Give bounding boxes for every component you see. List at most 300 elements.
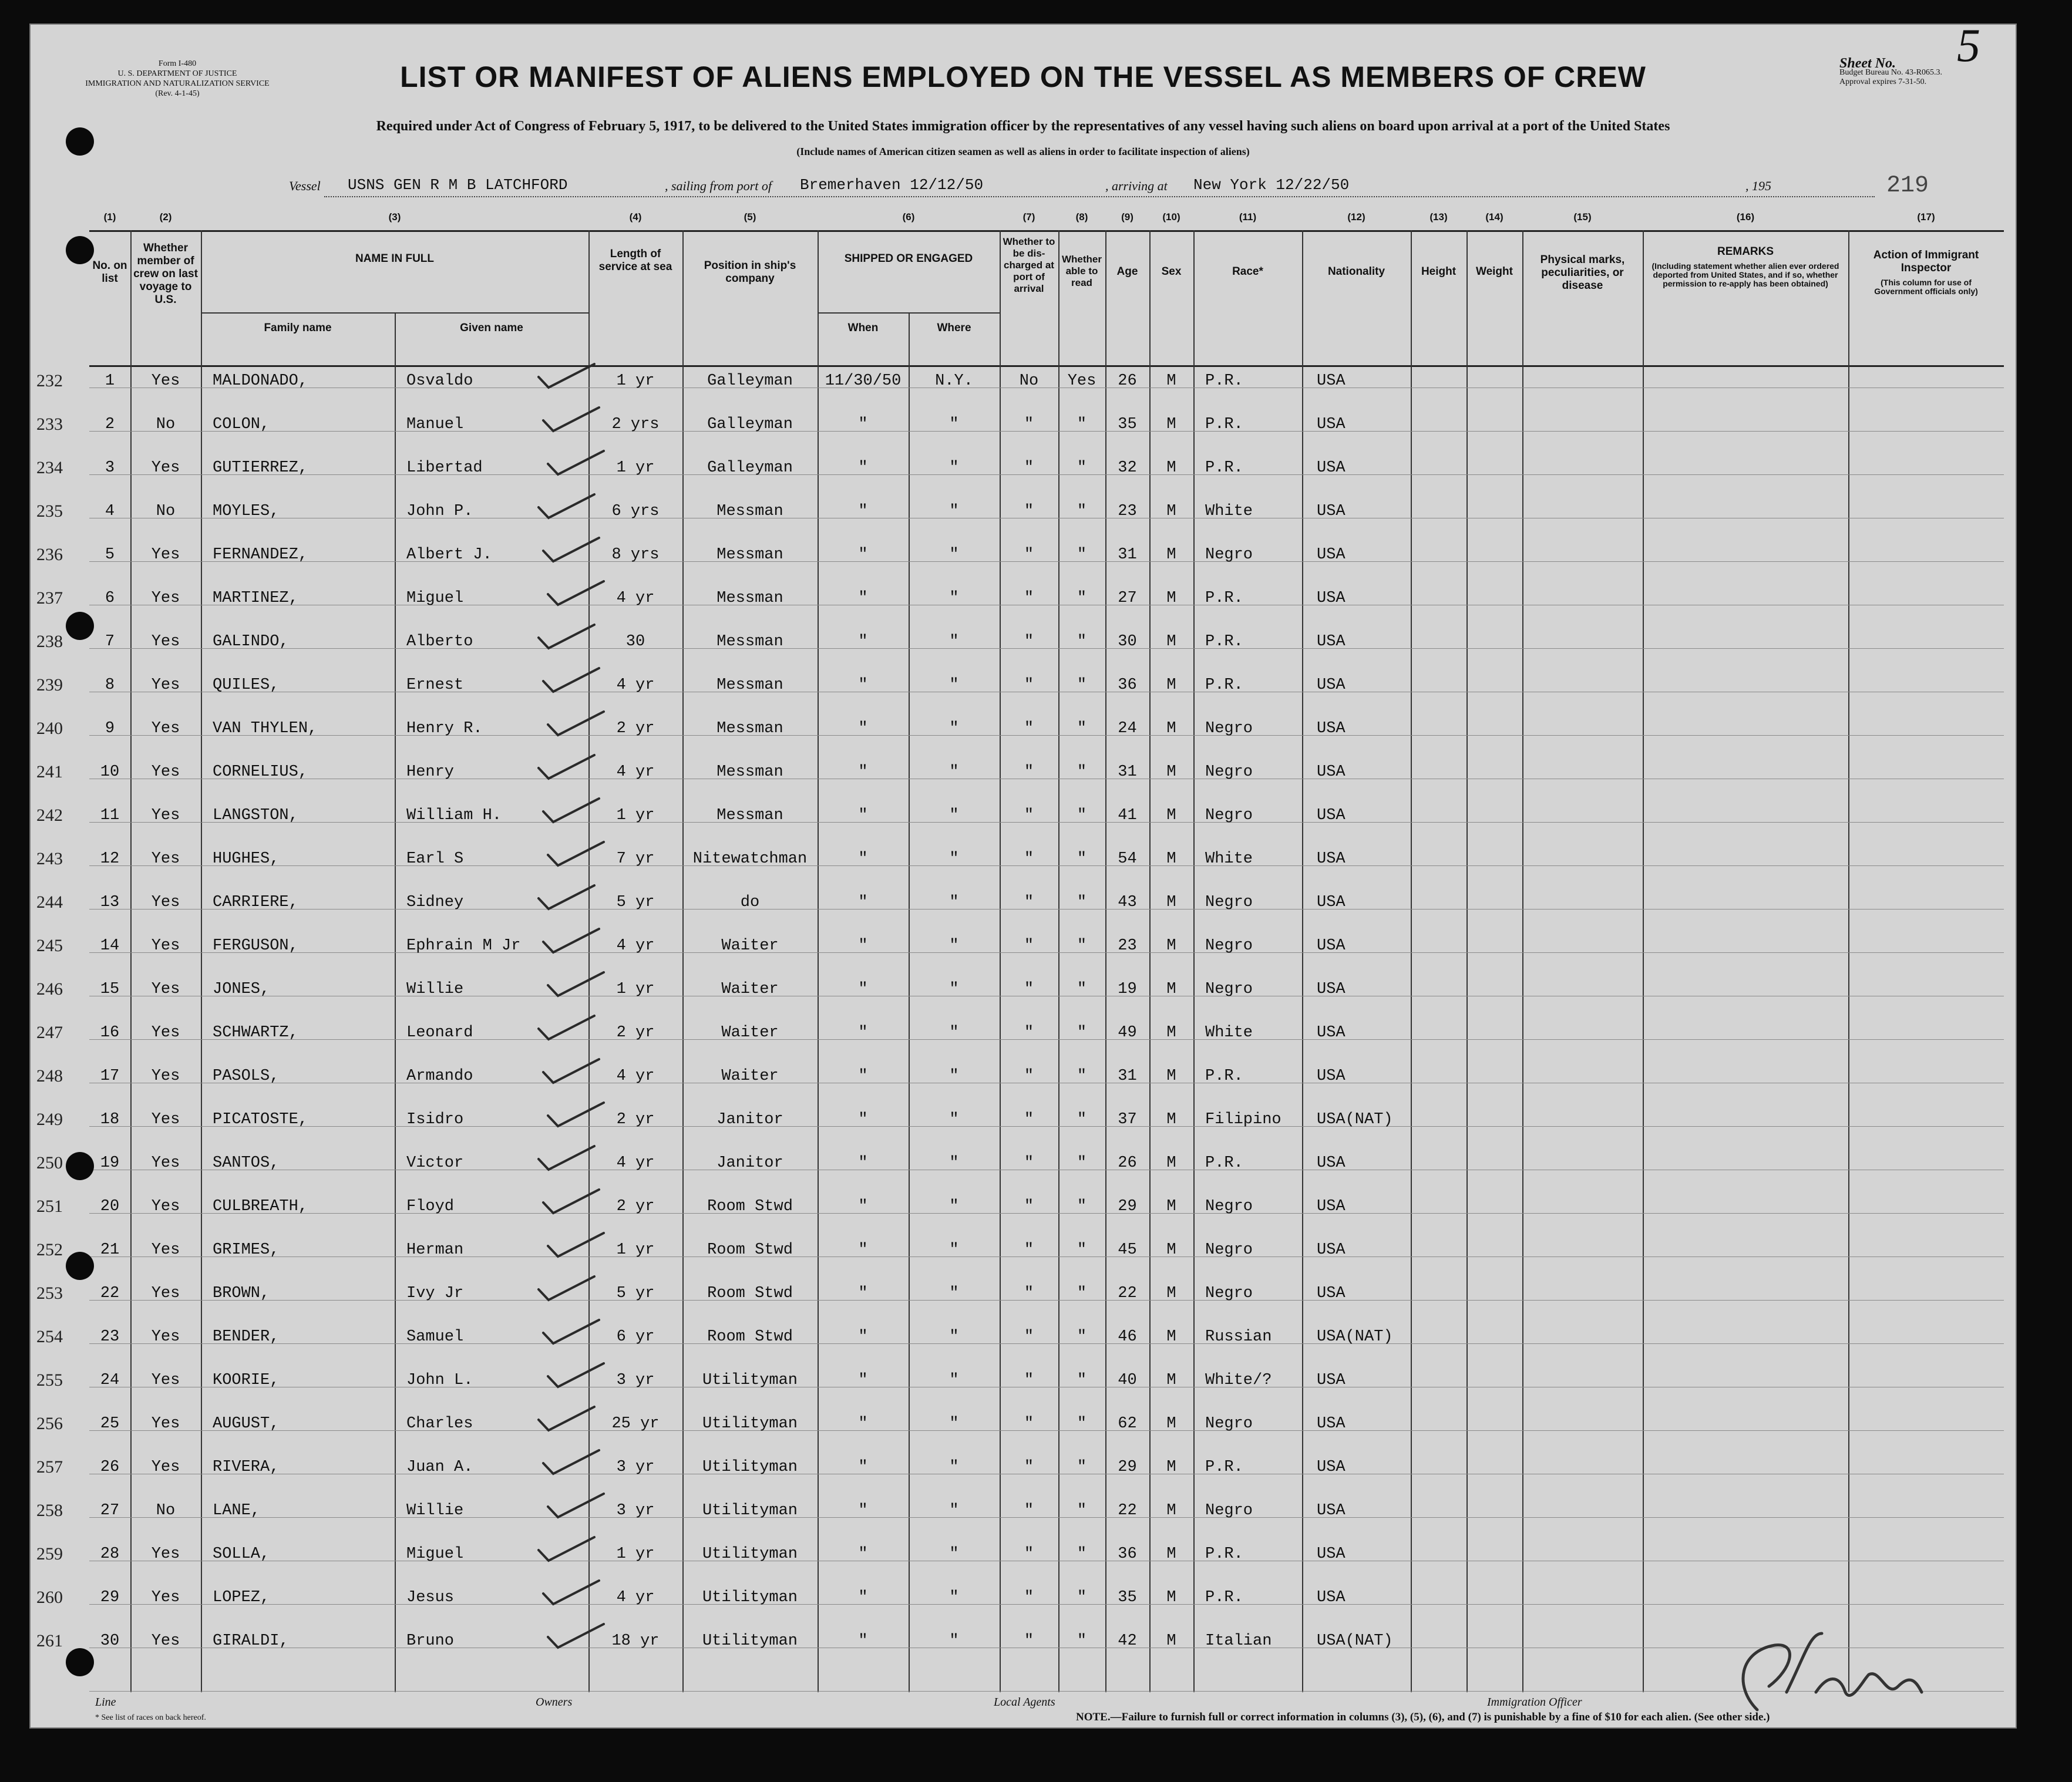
row-number: 3 xyxy=(105,459,115,477)
row-shipped-when: " xyxy=(858,503,868,520)
row-nationality: USA xyxy=(1317,1502,1346,1520)
row-able-read: " xyxy=(1077,633,1087,651)
row-able-read: " xyxy=(1077,1502,1087,1520)
row-given-name: Jesus xyxy=(406,1589,455,1606)
row-sequence-number: 233 xyxy=(36,415,63,434)
row-shipped-where: " xyxy=(949,850,959,868)
row-sex: M xyxy=(1166,1241,1176,1259)
row-race: Negro xyxy=(1205,1415,1253,1433)
row-last-voyage: Yes xyxy=(151,459,180,477)
row-given-name: Henry xyxy=(406,763,455,781)
row-age: 31 xyxy=(1118,1067,1137,1085)
row-given-name: Willie xyxy=(406,981,464,998)
row-shipped-where: " xyxy=(949,937,959,955)
row-number: 12 xyxy=(100,850,120,868)
row-position: Messman xyxy=(717,676,783,694)
row-discharged: " xyxy=(1024,1285,1034,1302)
row-nationality: USA xyxy=(1317,633,1346,651)
row-service: 4 yr xyxy=(616,937,655,955)
row-family-name: LOPEZ, xyxy=(213,1589,270,1606)
row-shipped-where: " xyxy=(949,1328,959,1346)
form-number: Form I-480 xyxy=(158,59,197,68)
row-discharged: " xyxy=(1024,807,1034,824)
col-num-17: (17) xyxy=(1917,211,1935,223)
row-able-read: " xyxy=(1077,1154,1087,1172)
col-num-1: (1) xyxy=(103,211,116,223)
sailing-port: Bremerhaven 12/12/50 xyxy=(800,176,984,194)
row-number: 25 xyxy=(100,1415,120,1433)
row-number: 7 xyxy=(105,633,115,651)
row-position: do xyxy=(740,894,760,911)
row-position: Waiter xyxy=(721,937,779,955)
row-service: 1 yr xyxy=(616,1241,655,1259)
row-family-name: RIVERA, xyxy=(213,1458,280,1476)
row-nationality: USA xyxy=(1317,1024,1346,1042)
row-sequence-number: 251 xyxy=(36,1197,63,1216)
col-num-13: (13) xyxy=(1429,211,1448,223)
row-able-read: " xyxy=(1077,763,1087,781)
row-family-name: GIRALDI, xyxy=(213,1632,289,1650)
footer-owners-label: Owners xyxy=(536,1696,573,1709)
row-number: 13 xyxy=(100,894,120,911)
row-shipped-where: " xyxy=(949,633,959,651)
row-discharged: " xyxy=(1024,1372,1034,1389)
row-number: 14 xyxy=(100,937,120,955)
row-number: 15 xyxy=(100,981,120,998)
row-able-read: " xyxy=(1077,1328,1087,1346)
row-sex: M xyxy=(1166,1415,1176,1433)
row-sequence-number: 247 xyxy=(36,1023,63,1042)
col-num-11: (11) xyxy=(1239,211,1257,223)
row-shipped-when: " xyxy=(858,1372,868,1389)
row-age: 54 xyxy=(1118,850,1137,868)
row-sequence-number: 240 xyxy=(36,719,63,738)
approval-expires: Approval expires 7-31-50. xyxy=(1839,78,1927,86)
col-head-able-read: Whether able to read xyxy=(1062,254,1102,288)
row-shipped-when: " xyxy=(858,1198,868,1215)
row-shipped-when: " xyxy=(858,1241,868,1259)
row-able-read: " xyxy=(1077,1372,1087,1389)
row-position: Messman xyxy=(717,546,783,564)
row-position: Janitor xyxy=(717,1154,783,1172)
row-given-name: Miguel xyxy=(406,1545,464,1563)
row-shipped-where: " xyxy=(949,1067,959,1085)
row-given-name: Ephrain M Jr xyxy=(406,937,521,955)
row-age: 23 xyxy=(1118,937,1137,955)
row-discharged: " xyxy=(1024,1458,1034,1476)
row-family-name: CORNELIUS, xyxy=(213,763,308,781)
row-shipped-when: " xyxy=(858,894,868,911)
row-race: P.R. xyxy=(1205,676,1243,694)
row-shipped-where: " xyxy=(949,416,959,433)
row-race: Negro xyxy=(1205,981,1253,998)
row-family-name: LANE, xyxy=(213,1502,261,1520)
punch-hole xyxy=(66,1252,94,1280)
col-head-position: Position in ship's company xyxy=(704,260,796,285)
row-able-read: " xyxy=(1077,1545,1087,1563)
row-last-voyage: Yes xyxy=(151,1545,180,1563)
row-sequence-number: 257 xyxy=(36,1457,63,1477)
row-given-name: Leonard xyxy=(406,1024,473,1042)
row-race: Negro xyxy=(1205,763,1253,781)
row-position: Utilityman xyxy=(702,1545,798,1563)
row-age: 31 xyxy=(1118,763,1137,781)
row-shipped-where: " xyxy=(949,1415,959,1433)
row-able-read: " xyxy=(1077,1024,1087,1042)
row-shipped-when: " xyxy=(858,1502,868,1520)
sheet-number: 5 xyxy=(1957,23,1980,72)
row-number: 6 xyxy=(105,589,115,607)
row-last-voyage: Yes xyxy=(151,1458,180,1476)
col-head-sex: Sex xyxy=(1161,265,1182,278)
row-discharged: " xyxy=(1024,459,1034,477)
row-discharged: " xyxy=(1024,589,1034,607)
row-shipped-when: " xyxy=(858,1328,868,1346)
sailing-label: , sailing from port of xyxy=(665,178,772,193)
col-head-physical: Physical marks, peculiarities, or disease xyxy=(1540,254,1625,292)
punch-hole xyxy=(66,236,94,264)
row-shipped-when: " xyxy=(858,633,868,651)
row-service: 4 yr xyxy=(616,1067,655,1085)
manifest-page xyxy=(29,23,2017,1729)
check-mark-icon xyxy=(539,755,594,779)
row-position: Utilityman xyxy=(702,1415,798,1433)
col-head-weight: Weight xyxy=(1476,265,1513,278)
row-given-name: Willie xyxy=(406,1502,464,1520)
row-last-voyage: Yes xyxy=(151,1241,180,1259)
row-shipped-where: " xyxy=(949,1285,959,1302)
row-last-voyage: Yes xyxy=(151,850,180,868)
row-shipped-where: " xyxy=(949,1589,959,1606)
row-shipped-where: " xyxy=(949,894,959,911)
row-position: Messman xyxy=(717,763,783,781)
row-shipped-when: " xyxy=(858,1415,868,1433)
row-position: Room Stwd xyxy=(707,1198,793,1215)
row-sequence-number: 248 xyxy=(36,1066,63,1086)
punch-hole xyxy=(66,1648,94,1676)
footer-officer-label: Immigration Officer xyxy=(1487,1696,1582,1709)
row-sequence-number: 252 xyxy=(36,1240,63,1259)
row-nationality: USA xyxy=(1317,720,1346,737)
row-service: 6 yrs xyxy=(611,503,660,520)
row-service: 1 yr xyxy=(616,372,655,390)
row-sequence-number: 256 xyxy=(36,1414,63,1433)
row-sequence-number: 241 xyxy=(36,762,63,781)
row-service: 1 yr xyxy=(616,981,655,998)
row-able-read: " xyxy=(1077,1067,1087,1085)
row-sequence-number: 237 xyxy=(36,588,63,608)
form-service: IMMIGRATION AND NATURALIZATION SERVICE xyxy=(85,79,270,88)
row-last-voyage: Yes xyxy=(151,1632,180,1650)
row-discharged: " xyxy=(1024,850,1034,868)
row-shipped-where: " xyxy=(949,1198,959,1215)
row-sex: M xyxy=(1166,894,1176,911)
row-family-name: MOYLES, xyxy=(213,503,280,520)
row-shipped-where: " xyxy=(949,1545,959,1563)
row-able-read: " xyxy=(1077,1241,1087,1259)
row-number: 4 xyxy=(105,503,115,520)
row-last-voyage: Yes xyxy=(151,894,180,911)
row-sex: M xyxy=(1166,720,1176,737)
row-able-read: " xyxy=(1077,1415,1087,1433)
row-nationality: USA xyxy=(1317,1372,1346,1389)
row-last-voyage: Yes xyxy=(151,807,180,824)
col-num-10: (10) xyxy=(1162,211,1180,223)
check-mark-icon xyxy=(539,1146,594,1170)
col-num-15: (15) xyxy=(1573,211,1592,223)
row-discharged: " xyxy=(1024,633,1034,651)
col-num-9: (9) xyxy=(1121,211,1133,223)
row-age: 37 xyxy=(1118,1111,1137,1129)
row-shipped-where: N.Y. xyxy=(935,372,973,390)
row-race: White/? xyxy=(1205,1372,1272,1389)
row-shipped-when: " xyxy=(858,459,868,477)
row-service: 2 yr xyxy=(616,1111,655,1129)
row-last-voyage: Yes xyxy=(151,1589,180,1606)
row-race: P.R. xyxy=(1205,416,1243,433)
col-num-2: (2) xyxy=(159,211,172,223)
form-dept: U. S. DEPARTMENT OF JUSTICE xyxy=(117,69,237,78)
row-position: Utilityman xyxy=(702,1372,798,1389)
row-service: 25 yr xyxy=(611,1415,660,1433)
row-sequence-number: 258 xyxy=(36,1501,63,1520)
row-number: 24 xyxy=(100,1372,120,1389)
check-mark-icon xyxy=(548,451,604,474)
row-family-name: LANGSTON, xyxy=(213,807,298,824)
col-head-service: Length of service at sea xyxy=(598,248,672,273)
row-service: 4 yr xyxy=(616,589,655,607)
row-nationality: USA xyxy=(1317,372,1346,390)
row-sex: M xyxy=(1166,1024,1176,1042)
row-nationality: USA xyxy=(1317,1415,1346,1433)
row-family-name: BENDER, xyxy=(213,1328,280,1346)
row-number: 11 xyxy=(100,807,120,824)
row-service: 7 yr xyxy=(616,850,655,868)
row-age: 40 xyxy=(1118,1372,1137,1389)
row-family-name: FERGUSON, xyxy=(213,937,298,955)
row-last-voyage: Yes xyxy=(151,1198,180,1215)
row-last-voyage: Yes xyxy=(151,937,180,955)
row-service: 3 yr xyxy=(616,1372,655,1389)
row-family-name: PASOLS, xyxy=(213,1067,280,1085)
row-shipped-when: " xyxy=(858,416,868,433)
row-number: 18 xyxy=(100,1111,120,1129)
row-given-name: Ernest xyxy=(406,676,464,694)
row-able-read: " xyxy=(1077,1111,1087,1129)
row-race: P.R. xyxy=(1205,589,1243,607)
required-statement: Required under Act of Congress of February 5, 1917, to be delivered to the United States immigration officer by the representatives of any vessel having such aliens on board upon arrival at a port of the United States xyxy=(376,119,1670,134)
row-given-name: Charles xyxy=(406,1415,473,1433)
row-sex: M xyxy=(1166,1067,1176,1085)
row-shipped-when: 11/30/50 xyxy=(825,372,902,390)
row-service: 2 yrs xyxy=(611,416,660,433)
col-head-height: Height xyxy=(1421,265,1457,278)
row-shipped-when: " xyxy=(858,1589,868,1606)
row-race: Negro xyxy=(1205,937,1253,955)
row-sex: M xyxy=(1166,1154,1176,1172)
row-number: 10 xyxy=(100,763,120,781)
check-mark-icon xyxy=(543,668,599,692)
row-family-name: GUTIERREZ, xyxy=(213,459,308,477)
col-head-age: Age xyxy=(1116,265,1138,278)
row-race: Negro xyxy=(1205,1285,1253,1302)
row-given-name: Herman xyxy=(406,1241,464,1259)
row-sex: M xyxy=(1166,1589,1176,1606)
sheet-info xyxy=(1839,23,2004,87)
row-position: Utilityman xyxy=(702,1632,798,1650)
row-shipped-when: " xyxy=(858,981,868,998)
col-head-inspector: Action of Immigrant Inspector xyxy=(1873,249,1979,274)
year-label: , 195 xyxy=(1745,178,1771,193)
row-age: 31 xyxy=(1118,546,1137,564)
row-age: 29 xyxy=(1118,1198,1137,1215)
row-sequence-number: 238 xyxy=(36,632,63,651)
row-service: 3 yr xyxy=(616,1458,655,1476)
vessel-line xyxy=(324,196,1875,197)
row-shipped-when: " xyxy=(858,1632,868,1650)
row-shipped-when: " xyxy=(858,1067,868,1085)
col-head-name-full: NAME IN FULL xyxy=(355,252,435,265)
footer-line-label: Line xyxy=(95,1696,116,1709)
row-position: Messman xyxy=(717,720,783,737)
row-race: P.R. xyxy=(1205,1589,1243,1606)
row-able-read: " xyxy=(1077,1589,1087,1606)
row-last-voyage: Yes xyxy=(151,1372,180,1389)
row-nationality: USA xyxy=(1317,546,1346,564)
row-nationality: USA(NAT) xyxy=(1317,1328,1393,1346)
row-family-name: BROWN, xyxy=(213,1285,270,1302)
row-nationality: USA xyxy=(1317,1589,1346,1606)
row-position: Galleyman xyxy=(707,372,793,390)
row-family-name: KOORIE, xyxy=(213,1372,280,1389)
row-number: 8 xyxy=(105,676,115,694)
row-shipped-where: " xyxy=(949,1632,959,1650)
row-number: 5 xyxy=(105,546,115,564)
row-shipped-when: " xyxy=(858,546,868,564)
row-shipped-where: " xyxy=(949,981,959,998)
col-head-nationality: Nationality xyxy=(1327,265,1385,278)
row-age: 19 xyxy=(1118,981,1137,998)
row-age: 26 xyxy=(1118,1154,1137,1172)
row-position: Nitewatchman xyxy=(692,850,808,868)
row-nationality: USA xyxy=(1317,1154,1346,1172)
row-shipped-where: " xyxy=(949,1502,959,1520)
row-discharged: " xyxy=(1024,720,1034,737)
row-family-name: MARTINEZ, xyxy=(213,589,298,607)
row-given-name: Juan A. xyxy=(406,1458,473,1476)
row-race: P.R. xyxy=(1205,372,1243,390)
row-sequence-number: 246 xyxy=(36,979,63,999)
row-last-voyage: Yes xyxy=(151,372,180,390)
row-family-name: PICATOSTE, xyxy=(213,1111,308,1129)
row-nationality: USA xyxy=(1317,807,1346,824)
row-age: 42 xyxy=(1118,1632,1137,1650)
col-num-16: (16) xyxy=(1736,211,1755,223)
row-position: Waiter xyxy=(721,981,779,998)
row-shipped-when: " xyxy=(858,720,868,737)
row-last-voyage: Yes xyxy=(151,1415,180,1433)
row-given-name: Alberto xyxy=(406,633,473,651)
row-shipped-when: " xyxy=(858,763,868,781)
row-family-name: CULBREATH, xyxy=(213,1198,308,1215)
row-given-name: Osvaldo xyxy=(406,372,473,390)
row-sex: M xyxy=(1166,1285,1176,1302)
row-position: Waiter xyxy=(721,1067,779,1085)
row-shipped-when: " xyxy=(858,937,868,955)
footer-races-note: * See list of races on back hereof. xyxy=(95,1713,206,1722)
row-service: 4 yr xyxy=(616,763,655,781)
row-shipped-when: " xyxy=(858,589,868,607)
row-able-read: Yes xyxy=(1067,372,1096,390)
row-sex: M xyxy=(1166,1545,1176,1563)
row-last-voyage: Yes xyxy=(151,1067,180,1085)
row-discharged: " xyxy=(1024,1024,1034,1042)
row-last-voyage: Yes xyxy=(151,1285,180,1302)
row-race: Negro xyxy=(1205,546,1253,564)
col-head-no: No. on list xyxy=(92,260,127,285)
row-shipped-when: " xyxy=(858,1458,868,1476)
row-service: 3 yr xyxy=(616,1502,655,1520)
row-sex: M xyxy=(1166,546,1176,564)
row-position: Messman xyxy=(717,633,783,651)
row-number: 26 xyxy=(100,1458,120,1476)
row-age: 22 xyxy=(1118,1285,1137,1302)
row-nationality: USA xyxy=(1317,1545,1346,1563)
row-discharged: " xyxy=(1024,1415,1034,1433)
row-given-name: Victor xyxy=(406,1154,464,1172)
row-last-voyage: Yes xyxy=(151,546,180,564)
row-family-name: GALINDO, xyxy=(213,633,289,651)
row-shipped-where: " xyxy=(949,1458,959,1476)
row-discharged: " xyxy=(1024,546,1034,564)
row-family-name: HUGHES, xyxy=(213,850,280,868)
check-mark-icon xyxy=(539,494,594,518)
row-shipped-where: " xyxy=(949,1024,959,1042)
row-race: Negro xyxy=(1205,1198,1253,1215)
row-last-voyage: No xyxy=(156,1502,176,1520)
check-mark-icon xyxy=(548,1494,604,1517)
row-position: Utilityman xyxy=(702,1502,798,1520)
row-sequence-number: 245 xyxy=(36,936,63,955)
row-discharged: " xyxy=(1024,1111,1034,1129)
row-nationality: USA xyxy=(1317,1285,1346,1302)
row-shipped-when: " xyxy=(858,807,868,824)
row-sex: M xyxy=(1166,676,1176,694)
check-mark-icon xyxy=(543,1450,599,1474)
col-num-5: (5) xyxy=(744,211,756,223)
check-mark-icon xyxy=(543,1320,599,1343)
check-mark-icon xyxy=(539,1276,594,1300)
vessel-label: Vessel xyxy=(289,178,321,193)
row-nationality: USA xyxy=(1317,937,1346,955)
col-head-discharged: Whether to be dis-charged at port of arrival xyxy=(1003,236,1055,294)
check-mark-icon xyxy=(543,799,599,822)
row-last-voyage: Yes xyxy=(151,1154,180,1172)
row-position: Utilityman xyxy=(702,1589,798,1606)
include-statement: (Include names of American citizen seamen as well as aliens in order to facilitate inspection of aliens) xyxy=(796,146,1250,157)
row-age: 26 xyxy=(1118,372,1137,390)
row-able-read: " xyxy=(1077,1458,1087,1476)
row-age: 46 xyxy=(1118,1328,1137,1346)
row-service: 18 yr xyxy=(611,1632,660,1650)
check-mark-icon xyxy=(543,1190,599,1213)
row-sequence-number: 243 xyxy=(36,849,63,868)
row-race: P.R. xyxy=(1205,1067,1243,1085)
row-shipped-when: " xyxy=(858,1545,868,1563)
row-discharged: " xyxy=(1024,1328,1034,1346)
row-sequence-number: 255 xyxy=(36,1370,63,1390)
row-race: Negro xyxy=(1205,807,1253,824)
